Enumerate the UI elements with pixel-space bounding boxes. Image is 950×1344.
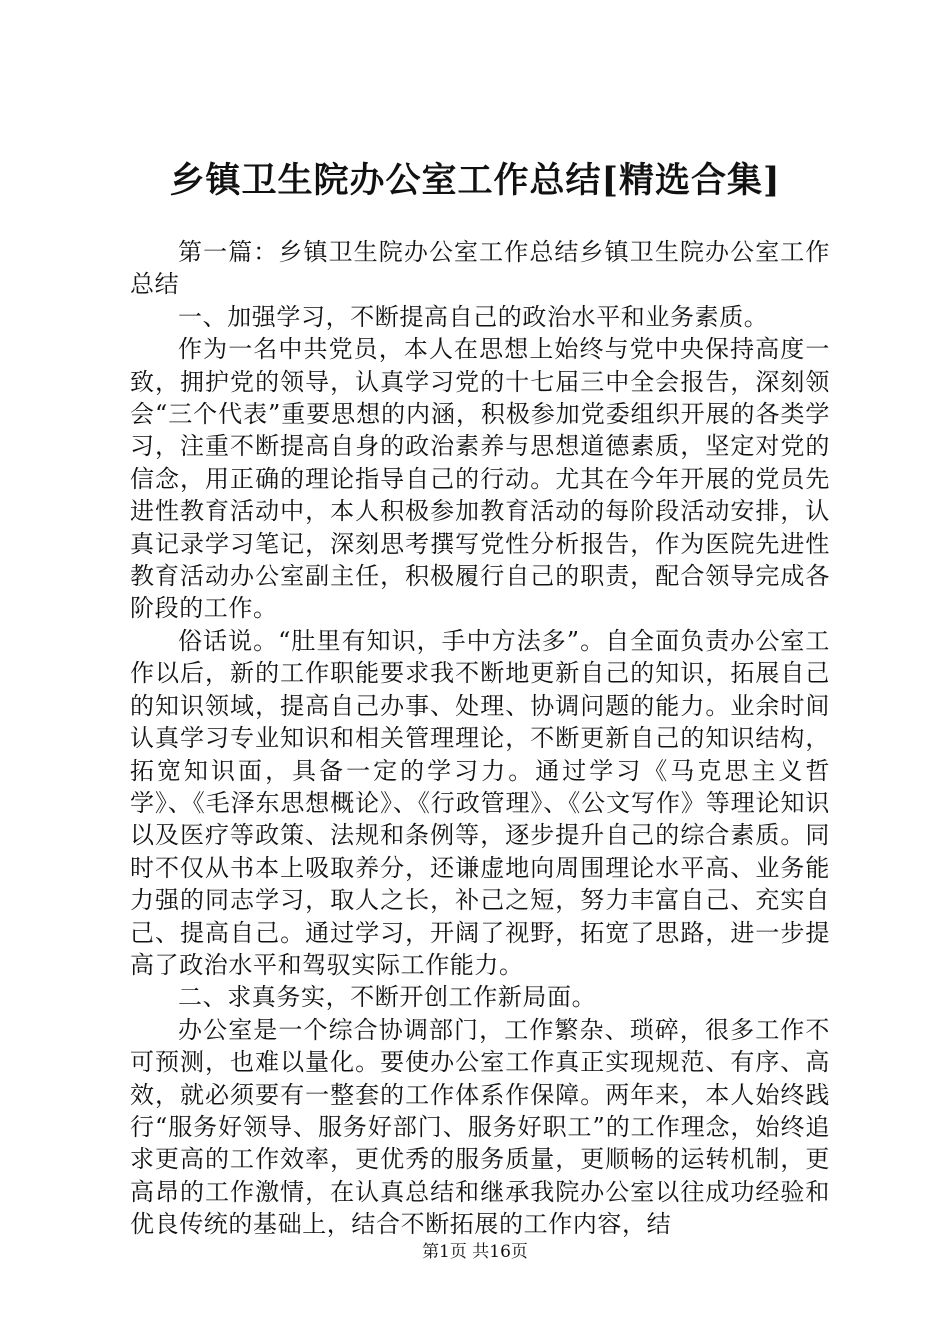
paragraph-knowledge-study: 俗话说。“肚里有知识，手中方法多”。自全面负责办公室工作以后，新的工作职能要求我不断地更新自己的知识，拓展自己的知识领域，提高自己办事、处理、协调问题的能力。业余时间认真学习专业知识和相关管理理论，不断更新自己的知识结构，拓宽知识面，具备一定的学习力。通过学习《马克思主义哲学》、《毛泽东思想概论》、《行政管理》、《公文写作》等理论知识以及医疗等政策、法规和条例等，逐步提升自己的综合素质。同时不仅从书本上吸取养分，还谦虚地向周围理论水平高、业务能力强的同志学习，取人之长，补己之短，努力丰富自己、充实自己、提高自己。通过学习，开阔了视野，拓宽了思路，进一步提高了政治水平和驾驭实际工作能力。: [130, 626, 830, 979]
paragraph-heading-1: 一、加强学习，不断提高自己的政治水平和业务素质。: [178, 302, 769, 331]
paragraph-heading-2: 二、求真务实，不断开创工作新局面。: [178, 983, 597, 1012]
document-title: 乡镇卫生院办公室工作总结[精选合集]: [169, 160, 781, 201]
document-body: [130, 236, 830, 1241]
page-number-footer: 第1页 共16页: [422, 1242, 528, 1262]
paragraph-section-intro: 第一篇：乡镇卫生院办公室工作总结乡镇卫生院办公室工作总结: [130, 238, 830, 299]
paragraph-office-work: 办公室是一个综合协调部门，工作繁杂、琐碎，很多工作不可预测，也难以量化。要使办公室工作真正实现规范、有序、高效，就必须要有一整套的工作体系作保障。两年来，本人始终践行“服务好领导、服务好部门、服务好职工”的工作理念，始终追求更高的工作效率，更优秀的服务质量，更顺畅的运转机制，更高昂的工作激情，在认真总结和继承我院办公室以往成功经验和优良传统的基础上，结合不断拓展的工作内容，结: [130, 1015, 830, 1239]
paragraph-party-study: 作为一名中共党员，本人在思想上始终与党中央保持高度一致，拥护党的领导，认真学习党的十七届三中全会报告，深刻领会“三个代表”重要思想的内涵，积极参加党委组织开展的各类学习，注重不断提高自身的政治素养与思想道德素质，坚定对党的信念，用正确的理论指导自己的行动。尤其在今年开展的党员先进性教育活动中，本人积极参加教育活动的每阶段活动安排，认真记录学习笔记，深刻思考撰写党性分析报告，作为医院先进性教育活动办公室副主任，积极履行自己的职责，配合领导完成各阶段的工作。: [130, 335, 830, 623]
